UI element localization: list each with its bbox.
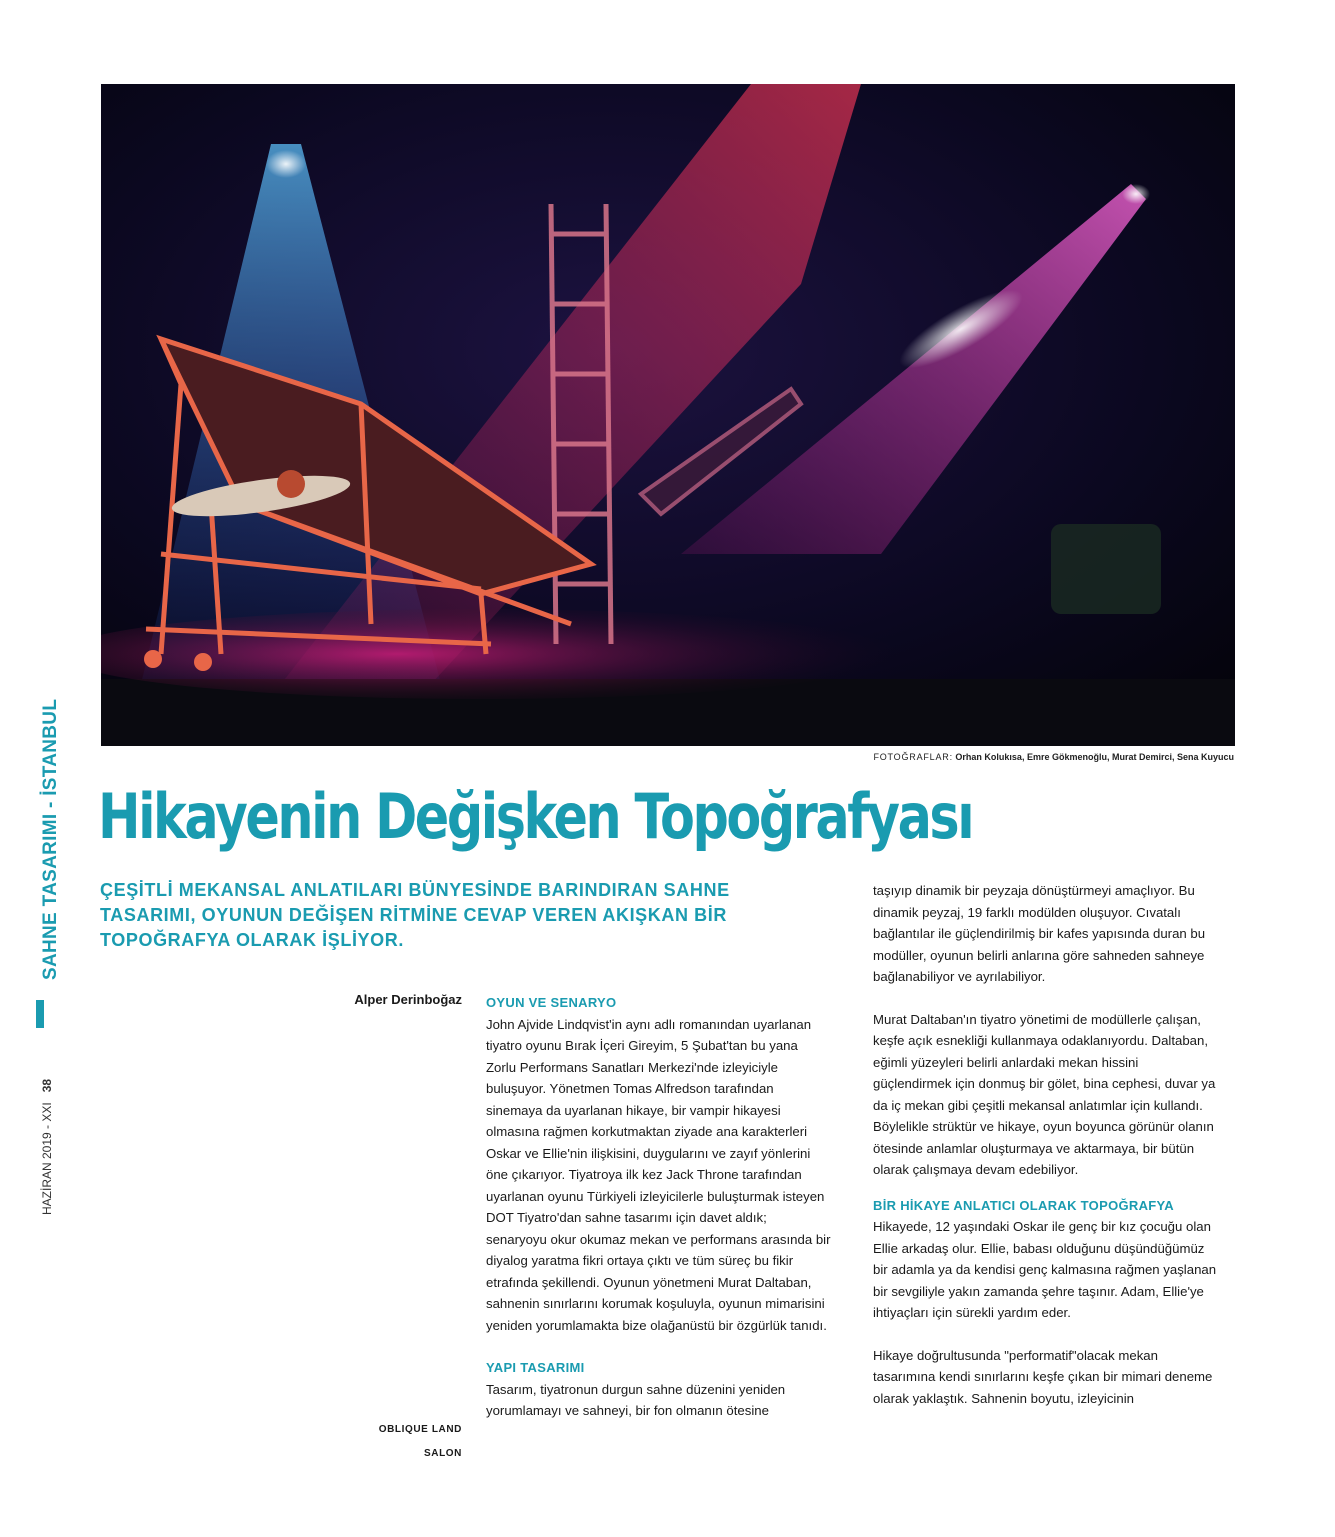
spacer <box>873 988 1218 1009</box>
paragraph: John Ajvide Lindqvist'in aynı adlı romanından uyarlanan tiyatro oyunu Bırak İçeri Gireyim, 5 Şubat'tan bu yana Zorlu Performans Sanatları Merkezi'nde izleyiciyle buluşuyor. Yönetmen Tomas Alfredson tarafından sinemaya da uyarlanan hikaye, bir vampir hikayesi olmasına rağmen korkutmaktan ziyade ana karakterleri Oskar ve Ellie'nin ilişkisini, duygularını ve zayıf yönlerini öne çıkarıyor. Tiyatroya ilk kez Jack Throne tarafından uyarlanan oyunu Türkiyeli izleyicilerle buluşturmak isteyen DOT Tiyatro'dan sahne tasarımı için davet aldık; senaryoyu okur okumaz mekan ve performans arasında bir diyalog yaratma fikri ortaya çıktı ve tüm süreç bu fikir etrafında şekillendi. Oyunun yönetmeni Murat Daltaban, sahnenin sınırlarını korumak koşuluyla, oyunun mimarisini yeniden yorumlamakta bize olağanüstü bir özgürlük tanıdı. <box>486 1016 831 1333</box>
spacer <box>873 1181 1218 1195</box>
photo-credit <box>873 752 1234 762</box>
author-name: Alper Derinboğaz <box>354 992 462 1007</box>
paragraph: taşıyıp dinamik bir peyzaja dönüştürmeyi amaçlıyor. Bu dinamik peyzaj, 19 farklı modülden oluşuyor. Cıvatalı bağlantılar ile güçlendirilmiş bir kafes yapısında duran bu modüller, oyunun belirli anlarına göre sahneden sahneye bağlanabiliyor ve ayrılabiliyor. <box>873 883 1206 984</box>
paragraph: Tasarım, tiyatronun durgun sahne düzenini yeniden yorumlamayı ve sahneyi, bir fon olmanın ötesine <box>486 1381 786 1418</box>
section-label: SAHNE TASARIMI - İSTANBUL <box>40 698 61 980</box>
stage-photo <box>101 84 1235 746</box>
spacer <box>486 1336 831 1357</box>
issue-date: HAZİRAN 2019 - XXI <box>40 1102 54 1215</box>
article-title: Hikayenin Değişken Topoğrafyası <box>98 780 973 853</box>
section-heading: BİR HİKAYE ANLATICI OLARAK TOPOĞRAFYA <box>873 1197 1174 1213</box>
section-heading: OYUN VE SENARYO <box>486 995 617 1010</box>
side-band <box>16 640 66 1280</box>
section-heading: YAPI TASARIMI <box>486 1360 585 1375</box>
issue-label <box>40 1079 54 1215</box>
page-number: 38 <box>40 1078 54 1093</box>
column-1 <box>486 992 831 1422</box>
paragraph: Hikayede, 12 yaşındaki Oskar ile genç bir kız çocuğu olan Ellie arkadaş olur. Ellie, babası olduğunu düşündüğümüz bir adamla ya da kendisi genç kalmasına rağmen yaşlanan bir sevgiliyle yakın zamanda şehre taşınır. Adam, Ellie'ye ihtiyaçları için sürekli yardım eder. <box>873 1219 1217 1320</box>
spacer <box>873 1324 1218 1345</box>
column-2 <box>873 880 1218 1409</box>
accent-bar <box>36 1000 44 1028</box>
margin-note-line1: OBLIQUE LAND <box>378 1424 462 1435</box>
margin-note-line2: SALON <box>424 1448 462 1459</box>
stage-illustration <box>101 84 1235 746</box>
paragraph: Murat Daltaban'ın tiyatro yönetimi de modüllerle çalışan, keşfe açık esnekliği kullanmaya odaklanıyordu. Daltaban, eğimli yüzeyleri belirli anlardaki mekan hissini güçlendirmek için donmuş bir gölet, bina cephesi, duvar ya da iç mekan gibi çeşitli mekansal anlatımlar için kullandı. Böylelikle strüktür ve hikaye, oyun boyunca görünür olanın ötesinde anlamlar oluşturmaya ve aktarmaya, bir bütün olarak çalışmaya devam edebiliyor. <box>873 1011 1216 1177</box>
credit-names: Orhan Kolukısa, Emre Gökmenoğlu, Murat Demirci, Sena Kuyucu <box>955 752 1234 762</box>
paragraph: Hikaye doğrultusunda "performatif"olacak mekan tasarımına kendi sınırlarını keşfe çıkan bir mimari deneme olarak yaklaştık. Sahnenin boyutu, izleyicinin <box>873 1347 1213 1406</box>
credit-label: FOTOĞRAFLAR: <box>873 752 953 762</box>
article-lead: ÇEŞİTLİ MEKANSAL ANLATILARI BÜNYESİNDE BARINDIRAN SAHNE TASARIMI, OYUNUN DEĞİŞEN RİTMİNE CEVAP VEREN AKIŞKAN BİR TOPOĞRAFYA OLARAK İŞLİYOR. <box>100 880 730 950</box>
margin-note <box>300 1418 462 1466</box>
